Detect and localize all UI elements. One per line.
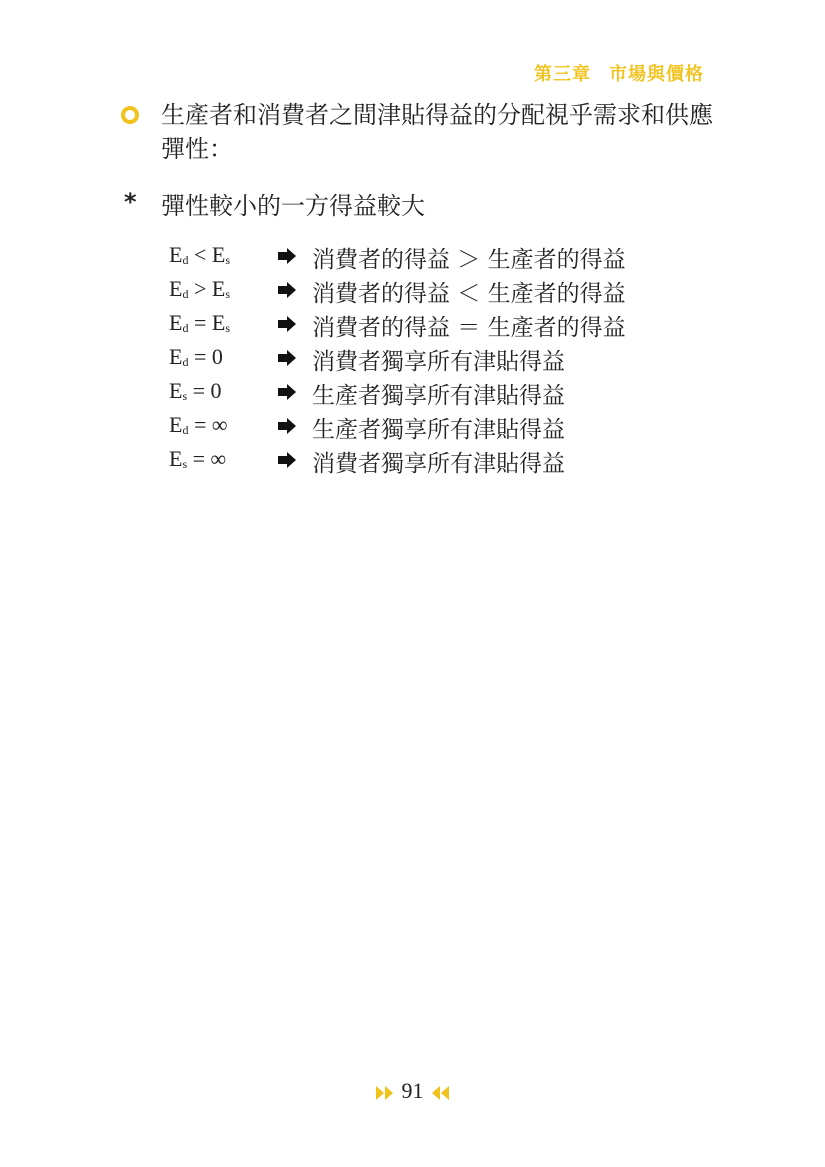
- elasticity-formula: $E_d = E_s$: [169, 310, 230, 335]
- right-arrow-icon: [277, 282, 297, 298]
- elasticity-formula: $E_d$ = ∞: [169, 412, 228, 437]
- rule-outcome: 消費者的得益 ＜ 生產者的得益: [312, 281, 626, 307]
- right-arrow-icon: [277, 316, 297, 332]
- ring-bullet-icon: [121, 106, 139, 124]
- rule-outcome: 消費者的得益 ＝ 生產者的得益: [312, 315, 626, 341]
- elasticity-formula: $E_d > E_s$: [169, 276, 230, 301]
- rule-outcome: 消費者獨享所有津貼得益: [312, 451, 565, 477]
- intro-text: 生產者和消費者之間津貼得益的分配視乎需求和供應彈性：: [161, 101, 713, 163]
- rule-outcome: 消費者的得益 ＞ 生產者的得益: [312, 247, 626, 273]
- page-footer: [0, 1078, 825, 1104]
- elasticity-formula: $E_s$ = ∞: [169, 446, 227, 471]
- double-chevron-left-icon: [432, 1086, 450, 1100]
- elasticity-formula: $E_s = 0$: [169, 378, 222, 403]
- elasticity-formula: $E_d < E_s$: [169, 242, 230, 267]
- right-arrow-icon: [277, 384, 297, 400]
- chapter-header: [534, 60, 704, 86]
- chapter-title: 市場與價格: [609, 64, 704, 85]
- double-chevron-right-icon: [376, 1086, 394, 1100]
- chapter-number: 第三章: [534, 64, 591, 85]
- asterisk-marker: *: [124, 188, 137, 216]
- right-arrow-icon: [277, 350, 297, 366]
- right-arrow-icon: [277, 452, 297, 468]
- rule-heading-text: 彈性較小的一方得益較大: [161, 192, 425, 220]
- page-number: 91: [401, 1078, 424, 1103]
- rule-outcome: 生產者獨享所有津貼得益: [312, 383, 565, 409]
- rule-outcome: 消費者獨享所有津貼得益: [312, 349, 565, 375]
- elasticity-formula: $E_d = 0$: [169, 344, 223, 369]
- right-arrow-icon: [277, 248, 297, 264]
- rule-outcome: 生產者獨享所有津貼得益: [312, 417, 565, 443]
- right-arrow-icon: [277, 418, 297, 434]
